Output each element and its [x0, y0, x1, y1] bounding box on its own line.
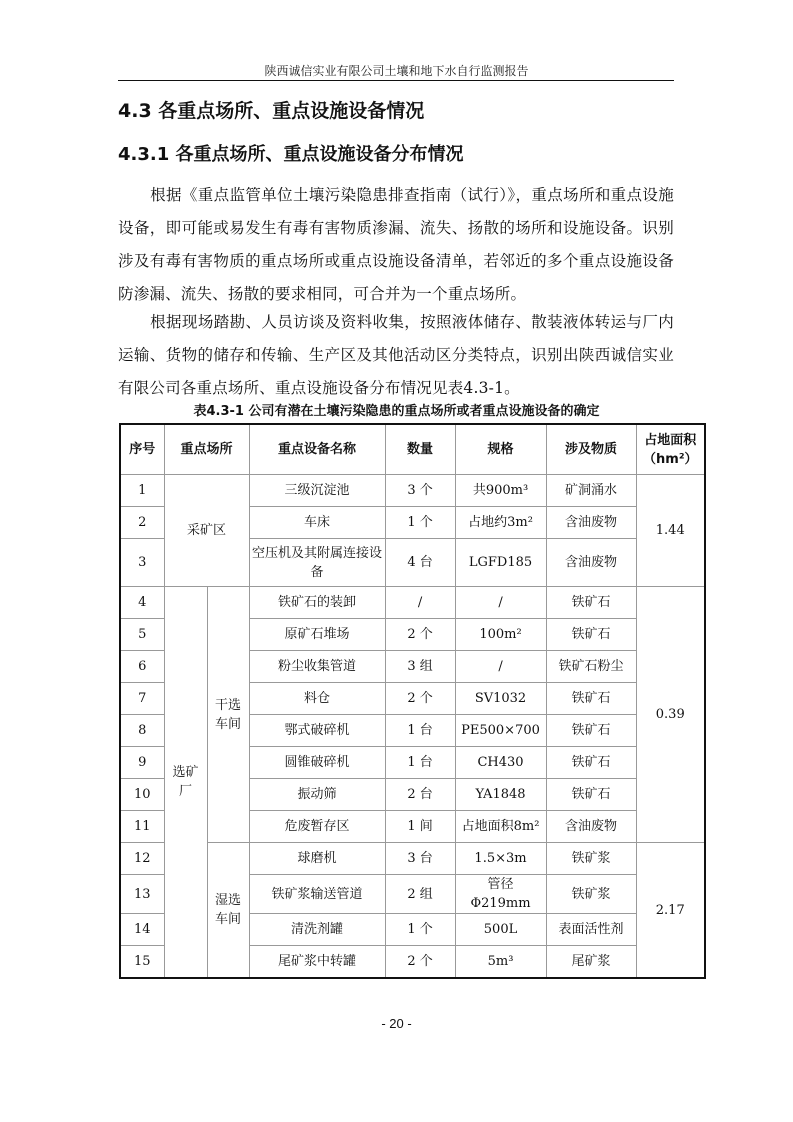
header-spec: 规格	[455, 424, 546, 475]
cell-name: 振动筛	[249, 779, 385, 811]
header-area-unit: （hm²）	[643, 451, 698, 467]
cell-no: 4	[120, 587, 164, 619]
cell-substance: 铁矿石	[546, 715, 636, 747]
cell-substance: 铁矿石	[546, 747, 636, 779]
header-rule	[118, 80, 674, 81]
cell-no: 1	[120, 475, 164, 507]
cell-substance: 尾矿浆	[546, 946, 636, 979]
cell-qty: 2 台	[385, 779, 455, 811]
area-mining: 1.44	[636, 475, 705, 587]
cell-qty: 3 台	[385, 843, 455, 875]
running-header: 陕西诚信实业有限公司土壤和地下水自行监测报告	[264, 64, 529, 78]
cell-name: 球磨机	[249, 843, 385, 875]
cell-no: 10	[120, 779, 164, 811]
cell-spec: 5m³	[455, 946, 546, 979]
cell-name: 清洗剂罐	[249, 914, 385, 946]
zone-dry: 干选车间	[207, 587, 249, 843]
cell-spec: 共900m³	[455, 475, 546, 507]
cell-qty: 2 个	[385, 946, 455, 979]
area-dry: 0.39	[636, 587, 705, 843]
cell-substance: 铁矿石粉尘	[546, 651, 636, 683]
paragraph-2-text: 根据现场踏勘、人员访谈及资料收集，按照液体储存、散装液体转运与厂内运输、货物的储存和传输、生产区及其他活动区分类特点，识别出陕西诚信实业有限公司各重点场所、重点设施设备分布情况见表4.3-1。	[118, 313, 674, 397]
cell-substance: 矿洞涌水	[546, 475, 636, 507]
zone-wet: 湿选车间	[207, 843, 249, 979]
header-quantity: 数量	[385, 424, 455, 475]
cell-substance: 含油废物	[546, 811, 636, 843]
table-row	[120, 843, 705, 875]
cell-spec: /	[455, 587, 546, 619]
cell-no: 12	[120, 843, 164, 875]
cell-spec: LGFD185	[455, 539, 546, 587]
cell-spec: 占地约3m²	[455, 507, 546, 539]
section-heading: 4.3 各重点场所、重点设施设备情况	[118, 100, 425, 122]
cell-no: 9	[120, 747, 164, 779]
area-wet: 2.17	[636, 843, 705, 979]
cell-qty: 1 个	[385, 914, 455, 946]
cell-name: 空压机及其附属连接设备	[249, 539, 385, 587]
cell-no: 7	[120, 683, 164, 715]
cell-qty: 2 个	[385, 619, 455, 651]
cell-name: 原矿石堆场	[249, 619, 385, 651]
cell-no: 3	[120, 539, 164, 587]
cell-substance: 铁矿浆	[546, 875, 636, 914]
paragraph-1	[118, 179, 674, 311]
cell-qty: 1 间	[385, 811, 455, 843]
cell-no: 6	[120, 651, 164, 683]
paragraph-2	[118, 306, 674, 405]
cell-no: 13	[120, 875, 164, 914]
header-area	[636, 424, 705, 475]
cell-name: 铁矿石的装卸	[249, 587, 385, 619]
header-substance: 涉及物质	[546, 424, 636, 475]
cell-spec: 1.5×3m	[455, 843, 546, 875]
key-facilities-table	[119, 423, 706, 979]
header-zone: 重点场所	[164, 424, 249, 475]
cell-qty: /	[385, 587, 455, 619]
cell-name: 鄂式破碎机	[249, 715, 385, 747]
cell-name: 尾矿浆中转罐	[249, 946, 385, 979]
page-number: - 20 -	[381, 1016, 412, 1031]
cell-name: 危废暂存区	[249, 811, 385, 843]
cell-spec: SV1032	[455, 683, 546, 715]
cell-spec: 100m²	[455, 619, 546, 651]
cell-name: 铁矿浆输送管道	[249, 875, 385, 914]
paragraph-1-text: 根据《重点监管单位土壤污染隐患排查指南（试行）》，重点场所和重点设施设备，即可能或易发生有毒有害物质渗漏、流失、扬散的场所和设施设备。识别涉及有毒有害物质的重点场所或重点设施设备清单，若邻近的多个重点设施设备防渗漏、流失、扬散的要求相同，可合并为一个重点场所。	[118, 186, 674, 303]
cell-qty: 2 个	[385, 683, 455, 715]
cell-substance: 含油废物	[546, 507, 636, 539]
zone-mining: 采矿区	[164, 475, 249, 587]
cell-substance: 铁矿石	[546, 779, 636, 811]
cell-name: 三级沉淀池	[249, 475, 385, 507]
cell-no: 15	[120, 946, 164, 979]
cell-qty: 2 组	[385, 875, 455, 914]
cell-no: 2	[120, 507, 164, 539]
cell-spec: /	[455, 651, 546, 683]
table-row	[120, 475, 705, 507]
cell-name: 圆锥破碎机	[249, 747, 385, 779]
cell-qty: 1 台	[385, 715, 455, 747]
cell-substance: 表面活性剂	[546, 914, 636, 946]
cell-no: 8	[120, 715, 164, 747]
cell-qty: 3 组	[385, 651, 455, 683]
cell-substance: 铁矿石	[546, 619, 636, 651]
cell-substance: 铁矿石	[546, 587, 636, 619]
cell-name: 粉尘收集管道	[249, 651, 385, 683]
zone-plant: 选矿厂	[164, 587, 207, 979]
cell-spec: PE500×700	[455, 715, 546, 747]
cell-substance: 铁矿浆	[546, 843, 636, 875]
cell-qty: 4 台	[385, 539, 455, 587]
cell-no: 14	[120, 914, 164, 946]
cell-spec: CH430	[455, 747, 546, 779]
cell-spec: 占地面积8m²	[455, 811, 546, 843]
cell-name: 车床	[249, 507, 385, 539]
cell-no: 5	[120, 619, 164, 651]
cell-substance: 含油废物	[546, 539, 636, 587]
table-row	[120, 587, 705, 619]
header-area-label: 占地面积	[644, 432, 697, 448]
cell-name: 料仓	[249, 683, 385, 715]
table-header-row	[120, 424, 705, 475]
cell-qty: 1 台	[385, 747, 455, 779]
cell-spec: 500L	[455, 914, 546, 946]
cell-spec: YA1848	[455, 779, 546, 811]
subsection-heading: 4.3.1 各重点场所、重点设施设备分布情况	[118, 144, 464, 165]
cell-qty: 1 个	[385, 507, 455, 539]
table-caption: 表4.3-1 公司有潜在土壤污染隐患的重点场所或者重点设施设备的确定	[193, 404, 600, 419]
cell-substance: 铁矿石	[546, 683, 636, 715]
cell-qty: 3 个	[385, 475, 455, 507]
header-equipment: 重点设备名称	[249, 424, 385, 475]
cell-no: 11	[120, 811, 164, 843]
cell-spec: 管径Φ219mm	[455, 875, 546, 914]
header-no: 序号	[120, 424, 164, 475]
